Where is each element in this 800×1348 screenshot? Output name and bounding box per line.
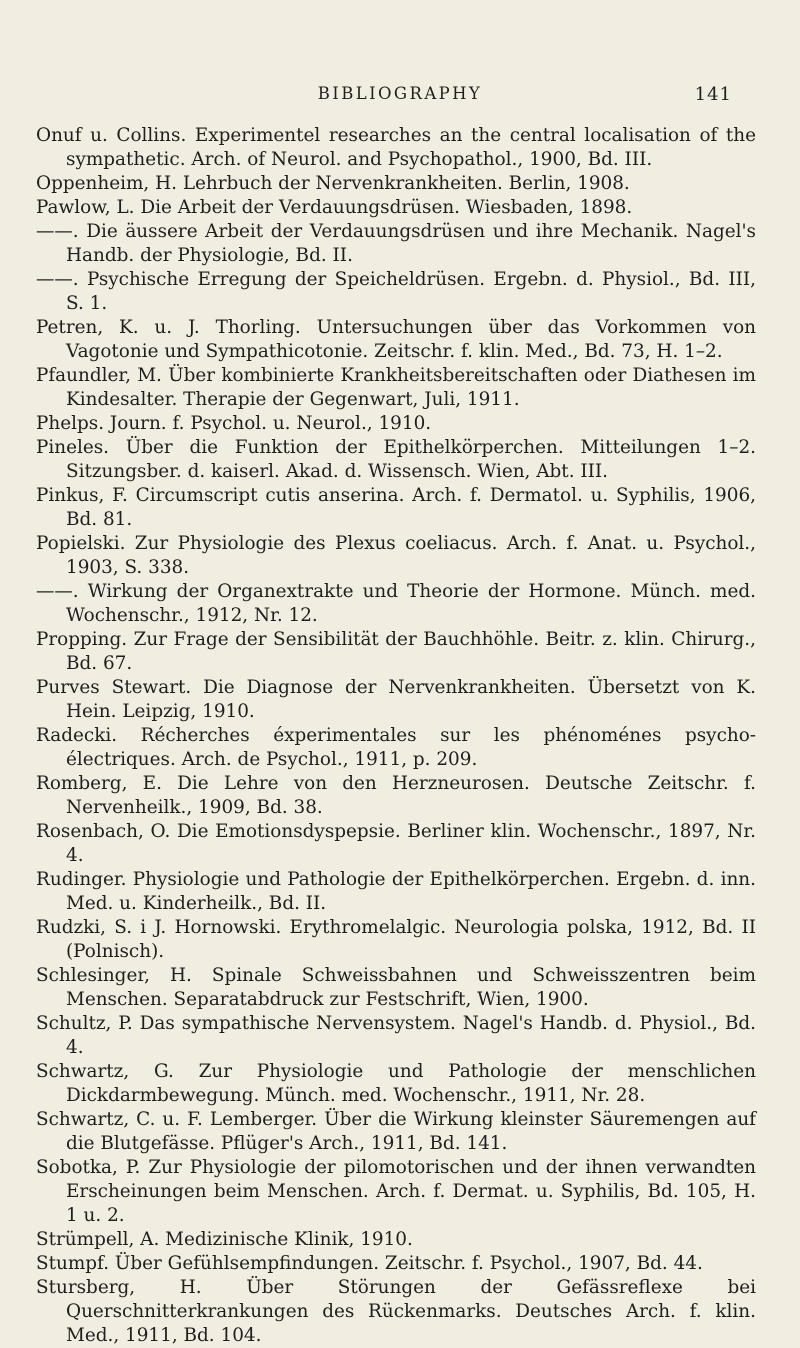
bibliography-entry: ——. Wirkung der Organextrakte und Theorie der Hormone. Münch. med. Wochenschr., 1912, Nr. 12. bbox=[36, 581, 756, 626]
bibliography-list bbox=[36, 124, 756, 1348]
bibliography-entry: Stumpf. Über Gefühlsempfindungen. Zeitschr. f. Psychol., 1907, Bd. 44. bbox=[36, 1253, 703, 1274]
bibliography-entry: Pineles. Über die Funktion der Epithelkörperchen. Mitteilungen 1–2. Sitzungsber. d. kaiserl. Akad. d. Wissensch. Wien, Abt. III. bbox=[36, 437, 756, 482]
bibliography-entry: Schlesinger, H. Spinale Schweissbahnen und Schweisszentren beim Menschen. Separatabdruck zur Festschrift, Wien, 1900. bbox=[36, 965, 756, 1010]
page-number: 141 bbox=[694, 84, 732, 105]
bibliography-entry: Oppenheim, H. Lehrbuch der Nervenkrankheiten. Berlin, 1908. bbox=[36, 173, 630, 194]
bibliography-entry: Stursberg, H. Über Störungen der Gefässreflexe bei Querschnitterkrankungen des Rückenmarks. Deutsches Arch. f. klin. Med., 1911, Bd. 104. bbox=[36, 1277, 756, 1346]
running-head bbox=[0, 84, 800, 110]
bibliography-entry: Popielski. Zur Physiologie des Plexus coeliacus. Arch. f. Anat. u. Psychol., 1903, S. 338. bbox=[36, 533, 756, 578]
bibliography-entry: Strümpell, A. Medizinische Klinik, 1910. bbox=[36, 1229, 413, 1250]
bibliography-entry: Sobotka, P. Zur Physiologie der pilomotorischen und der ihnen verwandten Erscheinungen beim Menschen. Arch. f. Dermat. u. Syphilis, Bd. 105, H. 1 u. 2. bbox=[36, 1157, 756, 1226]
bibliography-entry: Pfaundler, M. Über kombinierte Krankheitsbereitschaften oder Diathesen im Kindesalter. Therapie der Gegenwart, Juli, 1911. bbox=[36, 365, 756, 410]
bibliography-entry: ——. Die äussere Arbeit der Verdauungsdrüsen und ihre Mechanik. Nagel's Handb. der Physiologie, Bd. II. bbox=[36, 221, 756, 266]
bibliography-entry: Propping. Zur Frage der Sensibilität der Bauchhöhle. Beitr. z. klin. Chirurg., Bd. 67. bbox=[36, 629, 756, 674]
bibliography-entry: Pinkus, F. Circumscript cutis anserina. Arch. f. Dermatol. u. Syphilis, 1906, Bd. 81. bbox=[36, 485, 756, 530]
bibliography-entry: Radecki. Récherches éxperimentales sur les phénoménes psycho-électriques. Arch. de Psychol., 1911, p. 209. bbox=[36, 725, 756, 770]
bibliography-entry: Romberg, E. Die Lehre von den Herzneurosen. Deutsche Zeitschr. f. Nervenheilk., 1909, Bd. 38. bbox=[36, 773, 756, 818]
bibliography-entry: Phelps. Journ. f. Psychol. u. Neurol., 1910. bbox=[36, 413, 432, 434]
bibliography-entry: ——. Psychische Erregung der Speicheldrüsen. Ergebn. d. Physiol., Bd. III, S. 1. bbox=[36, 269, 756, 314]
running-head-title: BIBLIOGRAPHY bbox=[317, 84, 483, 103]
bibliography-entry: Schwartz, G. Zur Physiologie und Pathologie der menschlichen Dickdarmbewegung. Münch. med. Wochenschr., 1911, Nr. 28. bbox=[36, 1061, 756, 1106]
bibliography-entry: Pawlow, L. Die Arbeit der Verdauungsdrüsen. Wiesbaden, 1898. bbox=[36, 197, 633, 218]
bibliography-entry: Rudinger. Physiologie und Pathologie der Epithelkörperchen. Ergebn. d. inn. Med. u. Kinderheilk., Bd. II. bbox=[36, 869, 756, 914]
bibliography-entry: Onuf u. Collins. Experimentel researches an the central localisation of the sympathetic. Arch. of Neurol. and Psychopathol., 1900, Bd. III. bbox=[36, 125, 756, 170]
bibliography-entry: Petren, K. u. J. Thorling. Untersuchungen über das Vorkommen von Vagotonie und Sympathicotonie. Zeitschr. f. klin. Med., Bd. 73, H. 1–2. bbox=[36, 317, 756, 362]
bibliography-entry: Rudzki, S. i J. Hornowski. Erythromelalgic. Neurologia polska, 1912, Bd. II (Polnisch). bbox=[36, 917, 756, 962]
bibliography-entry: Rosenbach, O. Die Emotionsdyspepsie. Berliner klin. Wochenschr., 1897, Nr. 4. bbox=[36, 821, 756, 866]
bibliography-entry: Purves Stewart. Die Diagnose der Nervenkrankheiten. Übersetzt von K. Hein. Leipzig, 1910. bbox=[36, 677, 756, 722]
bibliography-entry: Schwartz, C. u. F. Lemberger. Über die Wirkung kleinster Säuremengen auf die Blutgefässe. Pflüger's Arch., 1911, Bd. 141. bbox=[36, 1109, 756, 1154]
bibliography-entry: Schultz, P. Das sympathische Nervensystem. Nagel's Handb. d. Physiol., Bd. 4. bbox=[36, 1013, 756, 1058]
